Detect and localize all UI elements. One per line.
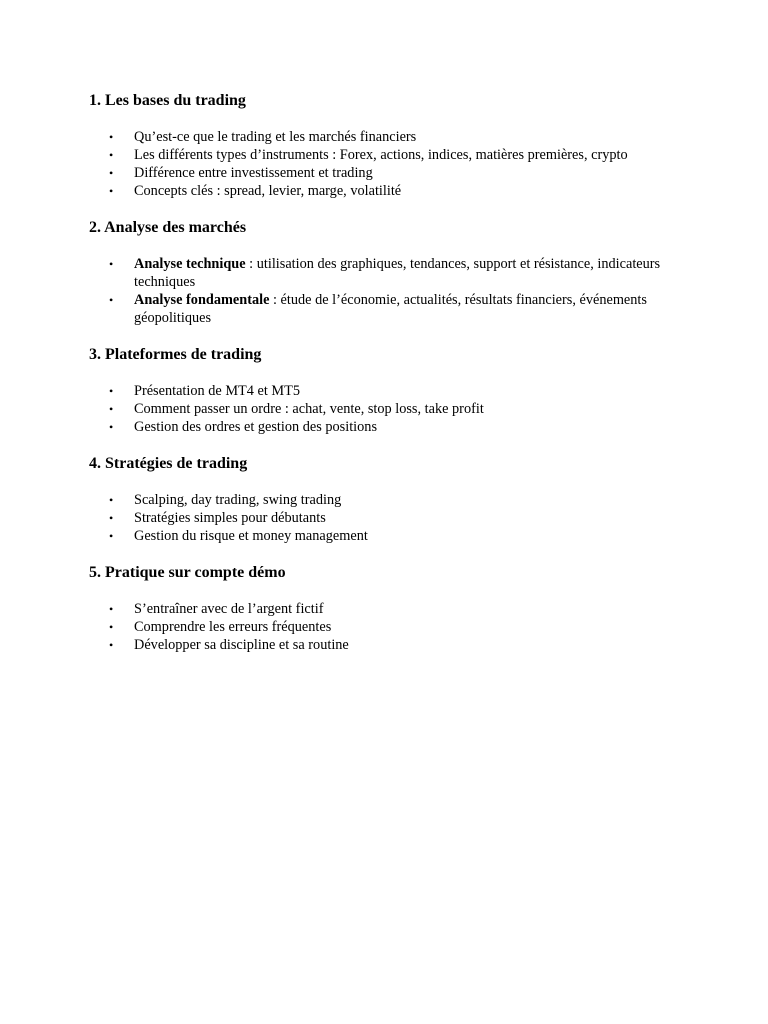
bullet-icon: • bbox=[109, 420, 114, 434]
list-item bbox=[89, 400, 689, 418]
bullet-icon: • bbox=[109, 602, 114, 616]
list-item-text: Les différents types d’instruments : Forex, actions, indices, matières premières, crypto bbox=[134, 147, 628, 163]
bullet-list bbox=[89, 128, 689, 200]
bullet-icon: • bbox=[109, 384, 114, 398]
bullet-icon: • bbox=[109, 293, 114, 307]
list-item bbox=[89, 491, 689, 509]
bullet-icon: • bbox=[109, 148, 114, 162]
list-item bbox=[89, 636, 689, 654]
list-item-text: Concepts clés : spread, levier, marge, volatilité bbox=[134, 183, 402, 199]
list-item bbox=[89, 291, 689, 327]
list-item bbox=[89, 146, 689, 164]
bullet-icon: • bbox=[109, 130, 114, 144]
list-item-text: Comment passer un ordre : achat, vente, stop loss, take profit bbox=[134, 401, 484, 417]
list-item bbox=[89, 527, 689, 545]
bullet-list bbox=[89, 382, 689, 436]
list-item-text: Stratégies simples pour débutants bbox=[134, 510, 326, 526]
bullet-icon: • bbox=[109, 529, 114, 543]
section-title: 4. Stratégies de trading bbox=[89, 455, 248, 472]
list-item bbox=[89, 509, 689, 527]
list-item bbox=[89, 255, 689, 291]
list-item-text: S’entraîner avec de l’argent fictif bbox=[134, 601, 324, 617]
bullet-list bbox=[89, 255, 689, 327]
list-item-text: Gestion du risque et money management bbox=[134, 528, 368, 544]
list-item bbox=[89, 164, 689, 182]
bullet-icon: • bbox=[109, 620, 114, 634]
list-item-text: Comprendre les erreurs fréquentes bbox=[134, 619, 332, 635]
list-item-text: Qu’est-ce que le trading et les marchés financiers bbox=[134, 129, 417, 145]
bullet-icon: • bbox=[109, 402, 114, 416]
bullet-icon: • bbox=[109, 638, 114, 652]
bullet-icon: • bbox=[109, 493, 114, 507]
bullet-list bbox=[89, 491, 689, 545]
list-item bbox=[89, 182, 689, 200]
list-item bbox=[89, 418, 689, 436]
list-item-text: Présentation de MT4 et MT5 bbox=[134, 383, 300, 399]
list-item-text: Développer sa discipline et sa routine bbox=[134, 637, 349, 653]
bullet-icon: • bbox=[109, 184, 114, 198]
bullet-icon: • bbox=[109, 257, 114, 271]
section-title: 5. Pratique sur compte démo bbox=[89, 564, 286, 581]
list-item-text: : utilisation des graphiques, tendances, support et résistance, indicateurs techniques bbox=[134, 256, 661, 290]
document-page bbox=[89, 89, 689, 670]
bullet-icon: • bbox=[109, 166, 114, 180]
list-item-term: Analyse technique bbox=[134, 256, 246, 272]
section-title: 3. Plateformes de trading bbox=[89, 346, 262, 363]
list-item bbox=[89, 600, 689, 618]
list-item-text: Différence entre investissement et trading bbox=[134, 165, 373, 181]
list-item-text: : étude de l’économie, actualités, résultats financiers, événements géopolitiques bbox=[134, 292, 647, 326]
list-item-text: Gestion des ordres et gestion des positions bbox=[134, 419, 378, 435]
list-item bbox=[89, 382, 689, 400]
bullet-list bbox=[89, 600, 689, 654]
section-title: 2. Analyse des marchés bbox=[89, 219, 247, 236]
list-item bbox=[89, 128, 689, 146]
list-item-term: Analyse fondamentale bbox=[134, 292, 270, 308]
section-title: 1. Les bases du trading bbox=[89, 92, 246, 109]
list-item-text: Scalping, day trading, swing trading bbox=[134, 492, 342, 508]
bullet-icon: • bbox=[109, 511, 114, 525]
list-item bbox=[89, 618, 689, 636]
